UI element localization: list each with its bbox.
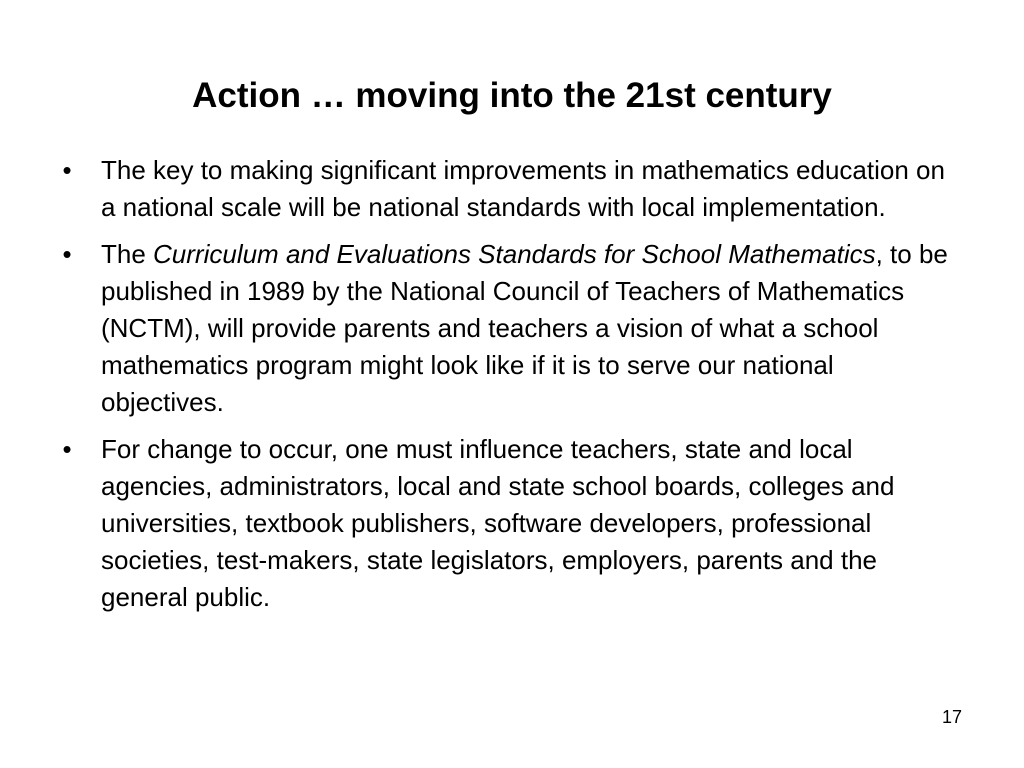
bullet-list [57, 152, 957, 626]
bullet-item-3 [57, 431, 957, 616]
bullet-item-2 [57, 236, 957, 421]
bullet-marker: • [62, 155, 72, 185]
slide-title: Action … moving into the 21st century [192, 76, 832, 115]
publication-title: Curriculum and Evaluations Standards for School Mathematics [153, 239, 876, 269]
bullet-text: For change to occur, one must influence teachers, state and local agencies, administrators, local and state school boards, colleges and universities, textbook publishers, software developers, professional societies, test-makers, state legislators, employers, parents and the general public. [101, 434, 895, 612]
slide-number: 17 [941, 707, 962, 727]
bullet-text-lead: The [101, 239, 154, 269]
bullet-item-1 [57, 152, 957, 226]
bullet-text: The key to making significant improvements in mathematics education on a national scale will be national standards with local implementation. [101, 155, 945, 222]
bullet-marker: • [62, 434, 72, 464]
bullet-text-rest: , to be published in 1989 by the National Council of Teachers of Mathematics (NCTM), will provide parents and teachers a vision of what a school mathematics program might look like if it is to serve our national objectives. [101, 239, 948, 417]
bullet-marker: • [62, 239, 72, 269]
